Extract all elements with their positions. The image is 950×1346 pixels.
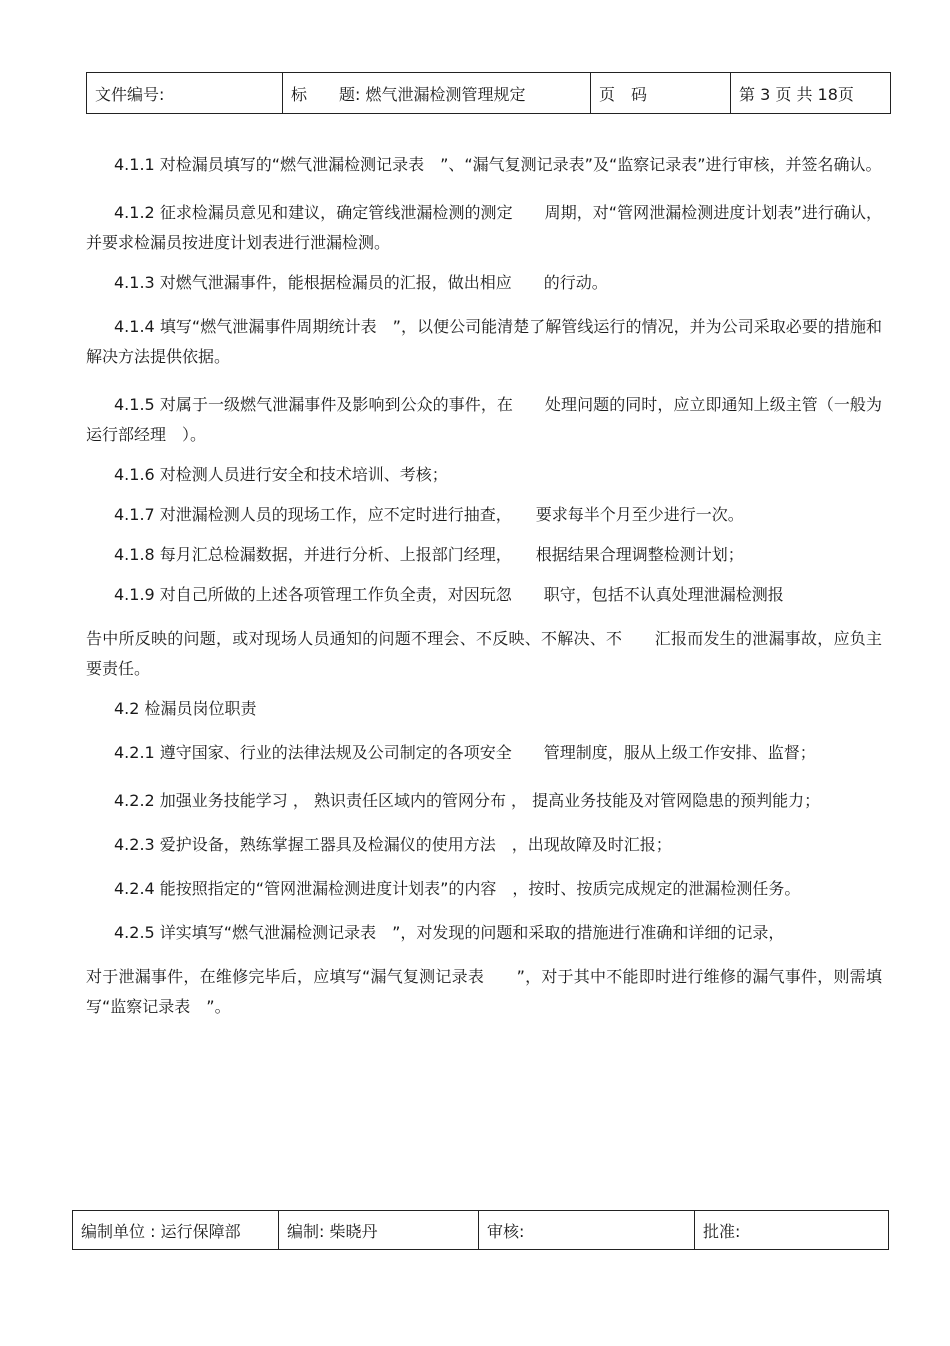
paragraph-4-1-4: 4.1.4 填写“燃气泄漏事件周期统计表 ”，以便公司能清楚了解管线运行的情况，并为公司采取必要的措施和解决方法提供依据。 [86, 317, 882, 366]
page-number: 第 3 页 共 18页 [731, 73, 891, 114]
compiling-unit: 编制单位 : 运行保障部 [73, 1211, 279, 1250]
paragraph-4-1-9-continued: 告中所反映的问题，或对现场人员通知的问题不理会、不反映、不解决、不 汇报而发生的泄漏事故，应负主要责任。 [86, 629, 882, 678]
paragraph-4-1-3: 4.1.3 对燃气泄漏事件，能根据检漏员的汇报，做出相应 的行动。 [114, 273, 608, 292]
paragraph-4-1-1: 4.1.1 对检漏员填写的“燃气泄漏检测记录表 ”、“漏气复测记录表”及“监察记录表”进行审核，并签名确认。 [114, 155, 882, 174]
paragraph-4-1-5: 4.1.5 对属于一级燃气泄漏事件及影响到公众的事件，在 处理问题的同时，应立即通知上级主管（一般为运行部经理 ）。 [86, 395, 882, 444]
paragraph-4-2-5: 4.2.5 详实填写“燃气泄漏检测记录表 ”，对发现的问题和采取的措施进行准确和详细的记录， [114, 923, 785, 942]
document-footer-table [72, 1210, 889, 1250]
paragraph-4-1-2: 4.1.2 征求检漏员意见和建议，确定管线泄漏检测的测定 周期，对“管网泄漏检测进度计划表”进行确认，并要求检漏员按进度计划表进行泄漏检测。 [86, 203, 882, 252]
document-body [86, 150, 882, 1022]
paragraph-4-1-7: 4.1.7 对泄漏检测人员的现场工作，应不定时进行抽查， 要求每半个月至少进行一次。 [114, 505, 744, 524]
section-heading-4-2: 4.2 检漏员岗位职责 [114, 699, 257, 718]
document-header-table [86, 72, 891, 114]
page-label: 页 码 [591, 73, 731, 114]
file-number-label: 文件编号: [87, 73, 283, 114]
paragraph-4-2-1: 4.2.1 遵守国家、行业的法律法规及公司制定的各项安全 管理制度，服从上级工作安排、监督； [114, 743, 816, 762]
document-title: 标 题: 燃气泄漏检测管理规定 [283, 73, 591, 114]
paragraph-4-2-4: 4.2.4 能按照指定的“管网泄漏检测进度计划表”的内容 ，按时、按质完成规定的泄漏检测任务。 [114, 879, 801, 898]
paragraph-4-2-3: 4.2.3 爱护设备，熟练掌握工器具及检漏仪的使用方法 ，出现故障及时汇报； [114, 835, 672, 854]
paragraph-4-1-6: 4.1.6 对检测人员进行安全和技术培训、考核； [114, 465, 448, 484]
paragraph-4-2-5-continued: 对于泄漏事件，在维修完毕后，应填写“漏气复测记录表 ”，对于其中不能即时进行维修的漏气事件，则需填写“监察记录表 ”。 [86, 967, 882, 1016]
editor: 编制: 柴晓丹 [279, 1211, 479, 1250]
paragraph-4-1-8: 4.1.8 每月汇总检漏数据，并进行分析、上报部门经理， 根据结果合理调整检测计划； [114, 545, 744, 564]
approver: 批准: [695, 1211, 889, 1250]
reviewer: 审核: [479, 1211, 695, 1250]
paragraph-4-1-9: 4.1.9 对自己所做的上述各项管理工作负全责，对因玩忽 职守，包括不认真处理泄漏检测报 [114, 585, 784, 604]
paragraph-4-2-2: 4.2.2 加强业务技能学习 ， 熟识责任区域内的管网分布 ， 提高业务技能及对管网隐患的预判能力； [114, 791, 821, 810]
